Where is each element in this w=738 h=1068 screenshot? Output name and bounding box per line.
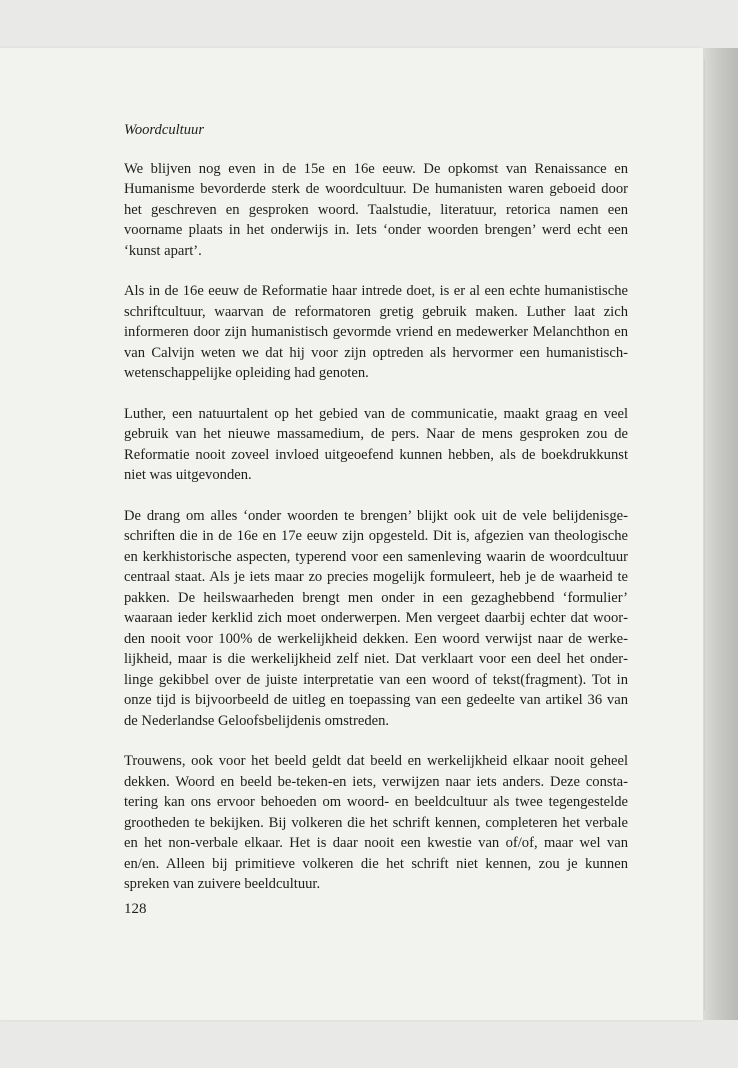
section-heading: Woordcultuur — [124, 122, 205, 138]
paragraph: Luther, een natuurtalent op het gebied van de communicatie, maakt graag en veel gebruik van het nieuwe massamedium, de pers. Naar de mens gesproken zou de Reformatie nooit zoveel invloed uitgeoefend kunnen hebben, als de boekdrukkunst niet was uitgevonden. — [124, 405, 628, 483]
paragraph: De drang om alles ‘onder woorden te brengen’ blijkt ook uit de vele belijdenisgeschriften die in de 16e en 17e eeuw zijn opgesteld. Dit is, afgezien van theologische en kerkhistorische aspecten, typerend voor een samenleving waarin de woordcultuur centraal staat. Als je iets maar zo precies mogelijk formuleert, heb je de waarheid te pakken. De heilswaarheden brengt men onder in een gezaghebbend ‘formulier’ waaraan ieder kerklid zich moet onderwerpen. Men vergeet daarbij echter dat woorden nooit voor 100% de werkelijkheid dekken. Een woord verwijst naar de werkelijkheid, maar is die werkelijkheid zelf niet. Dat verklaart voor een deel het onderlinge gekibbel over de juiste interpretatie van een woord of tekst(fragment). Tot in onze tijd is bijvoorbeeld de uitleg en toepassing van een gedeelte van artikel 36 van de Nederlandse Geloofsbelijdenis omstreden. — [124, 507, 628, 729]
page-content — [124, 120, 628, 915]
paragraph: Trouwens, ook voor het beeld geldt dat beeld en werkelijkheid elkaar nooit geheel dekken. Woord en beeld be-teken-en iets, verwijzen naar iets anders. Deze constatering kan ons ervoor behoeden om woord- en beeldcultuur als twee tegengestelde grootheden te bekijken. Bij volkeren die het schrift kennen, completeren het verbale en het non-verbale elkaar. Het is daar nooit een kwestie van of/of, maar wel van en/en. Alleen bij primitieve volkeren die het schrift niet kennen, zou je kunnen spreken van zuivere beeldcultuur. — [124, 753, 628, 892]
page-edge-shadow — [703, 48, 738, 1020]
paragraph: We blijven nog even in de 15e en 16e eeuw. De opkomst van Renaissance en Humanisme bevorderde sterk de woordcultuur. De humanisten waren geboeid door het geschreven en gesproken woord. Taalstudie, literatuur, retorica namen een voorname plaats in het onderwijs in. Iets ‘onder woorden brengen’ werd echt een ‘kunst apart’. — [124, 160, 628, 259]
page-number: 128 — [124, 901, 147, 917]
page-edge-line — [704, 60, 705, 1010]
paragraph: Als in de 16e eeuw de Reformatie haar intrede doet, is er al een echte humanistische schriftcultuur, waarvan de reformatoren gretig gebruik maken. Luther laat zich informeren door zijn humanistisch gevormde vriend en medewerker Melanchthon en van Calvijn weten we dat hij voor zijn optreden als hervormer een humanistisch-wetenschappelijke opleiding had genoten. — [124, 283, 628, 381]
